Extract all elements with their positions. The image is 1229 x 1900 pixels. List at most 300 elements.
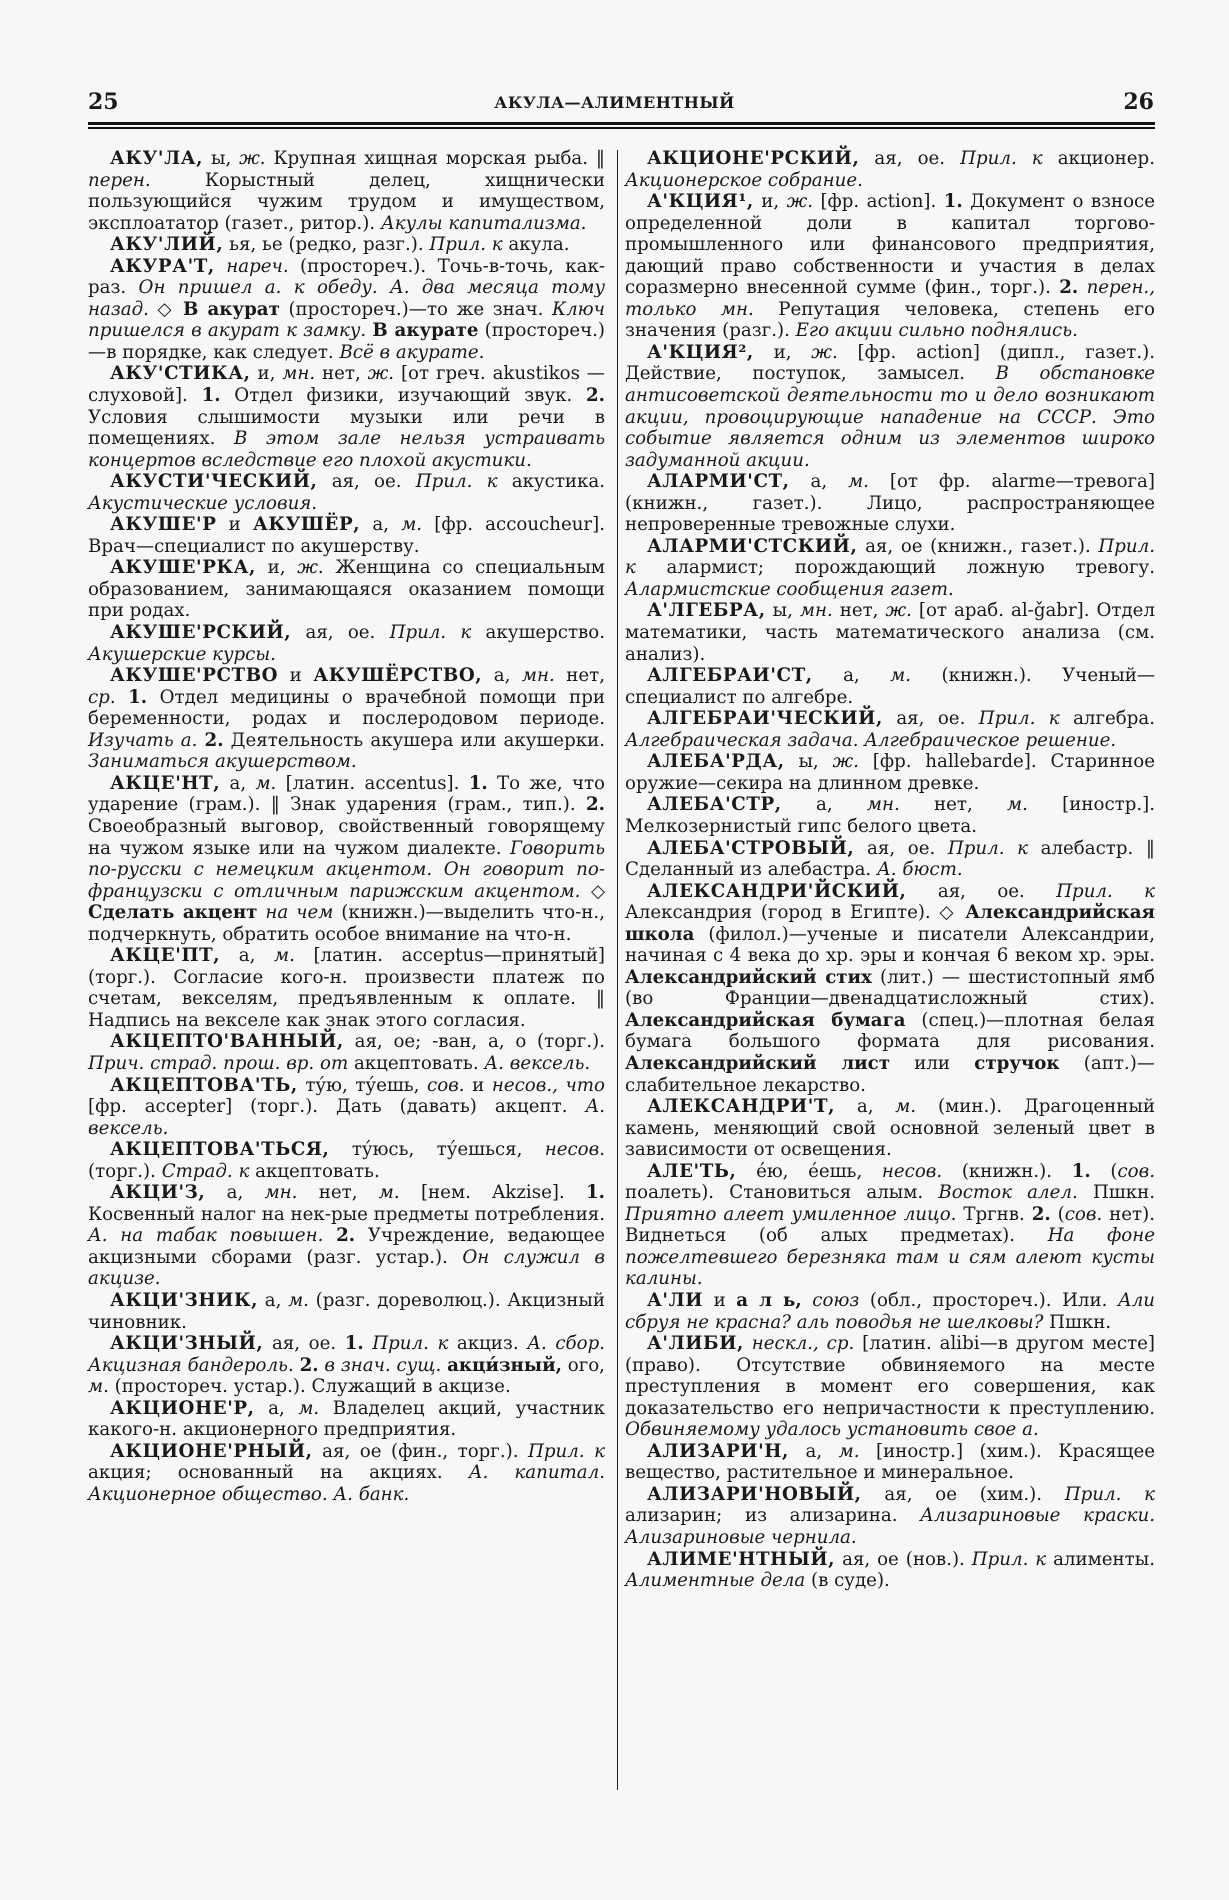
entry-text: ◇ xyxy=(580,880,605,902)
entry-bold-text: АКУШЁРСТВО, xyxy=(313,665,483,687)
entry-italic-text: Прил. к xyxy=(415,471,498,493)
entry-italic-text: м. xyxy=(1007,794,1028,816)
entry-text xyxy=(323,1225,336,1246)
entry-text: То же, что ударение (грам.). ‖ Знак ударения (грам., тип.). xyxy=(88,772,605,816)
entry-italic-text: Прил. к xyxy=(947,837,1028,859)
entry-text: ализарин; из ализарина. xyxy=(625,1505,921,1527)
dictionary-entry xyxy=(88,665,605,773)
entry-italic-text: нескл., ср. xyxy=(743,1333,855,1355)
entry-text: ( xyxy=(1050,1203,1065,1225)
entry-text: ая, ое. xyxy=(263,1333,345,1355)
entry-italic-text: мн. xyxy=(866,794,900,816)
dictionary-entry xyxy=(88,1182,605,1290)
entry-italic-text: ж. xyxy=(297,557,324,579)
entry-headword: А'ЛИБИ, xyxy=(647,1333,744,1355)
entry-italic-text: Он пришел а. к обеду. А. два месяца тому назад. xyxy=(88,277,605,320)
entry-text: и, xyxy=(255,557,298,579)
entry-text: ( xyxy=(1090,1160,1118,1182)
entry-headword: АКУШЕ'Р xyxy=(110,514,217,536)
entry-text: Документ о взносе определенной доли в капитал торгово-промышленного или финансового предприятия, дающий право собственности и участия в делах соразмерно внесенной сумме (фин., торг.). xyxy=(625,191,1156,299)
entry-text: акцептовать. xyxy=(249,1160,380,1182)
entry-bold-text: 1. xyxy=(586,1182,606,1204)
dictionary-entry xyxy=(88,1333,605,1398)
entry-text: акула. xyxy=(502,234,570,256)
entry-text: Косвенный налог на нек-рые предметы потребления. xyxy=(88,1203,605,1225)
entry-headword: АКЦИОНЕ'Р, xyxy=(110,1397,255,1419)
entry-text: (обл., простореч.). Или. xyxy=(859,1289,1118,1311)
entry-italic-text: м. xyxy=(401,514,423,536)
entry-italic-text: м. xyxy=(378,1182,400,1204)
entry-text: (книжн.). xyxy=(942,1160,1072,1182)
entry-bold-text: 1. xyxy=(943,191,963,213)
entry-headword: АКУ'СТИКА, xyxy=(110,363,251,385)
dictionary-entry xyxy=(625,536,1155,601)
entry-text: (филол.)—ученые и писатели Александрии, начиная с 4 века до хр. эры и кончая 6 веком хр. эры. xyxy=(625,923,1155,967)
entry-bold-text: Александрийская школа xyxy=(625,902,1155,945)
entry-headword: АЛЕ'ТЬ, xyxy=(647,1160,737,1182)
entry-text: (простореч. устар.). Служащий в акцизе. xyxy=(108,1376,511,1398)
entry-headword: АКУ'ЛА, xyxy=(110,148,204,169)
entry-italic-text: Восток алел. xyxy=(938,1182,1078,1204)
entry-text: (мин.). Драгоценный камень, меняющий свой основной зеленый цвет в зависимости от освещения. xyxy=(625,1096,1155,1161)
entry-bold-text: Александрийская бумага xyxy=(625,1009,906,1031)
entry-headword: АЛГЕБРАИ'ЧЕСКИЙ, xyxy=(647,708,883,730)
entry-italic-text: Прил. к xyxy=(978,708,1060,730)
entry-text: [латин. alibi—в другом месте] (право). Отсутствие обвиняемого на месте преступления в момент его совершения, как доказательство его непричастности к преступлению. xyxy=(625,1333,1155,1419)
entry-italic-text: Ключ пришелся в акурат к замку. xyxy=(88,298,605,342)
entry-italic-text: в знач. сущ. xyxy=(324,1354,442,1376)
entry-text: Отдел физики, изучающий звук. xyxy=(220,385,587,407)
entry-text: а, xyxy=(205,1182,265,1204)
entry-italic-text: А. на табак повышен. xyxy=(88,1225,324,1247)
entry-italic-text: Акционерское собрание. xyxy=(625,169,863,191)
entry-text: и, xyxy=(250,363,283,385)
entry-text: Репутация человека, степень его значения (разг.). xyxy=(625,298,1155,342)
entry-bold-text: 2. xyxy=(1031,1203,1051,1225)
entry-bold-text: а л ь, xyxy=(736,1289,802,1311)
entry-text: ая, ое. xyxy=(317,471,416,493)
entry-italic-text: ж. xyxy=(786,191,814,213)
entry-text: и xyxy=(216,514,253,536)
entry-text: е́ю, е́ешь, xyxy=(736,1160,882,1182)
dictionary-entry xyxy=(625,148,1155,191)
entry-italic-text: Говорить по-русски с немецким акцентом. Он говорит по-французски с отличным парижским акцентом. xyxy=(88,837,605,902)
entry-headword: АЛЕБА'СТРОВЫЙ, xyxy=(647,837,855,859)
entry-text: алебастр. ‖ Сделанный из алебастра. xyxy=(625,837,1155,881)
entry-headword: АКУШЕ'РСТВО xyxy=(110,665,279,687)
entry-text: а, xyxy=(781,794,867,816)
entry-headword: АКЦЕПТОВА'ТЬ, xyxy=(110,1074,298,1096)
entry-italic-text: перен., только мн. xyxy=(625,277,1155,320)
dictionary-entry xyxy=(625,751,1155,794)
dictionary-entry xyxy=(88,1441,605,1506)
entry-text: [иностр.]. Мелкозернистый гипс белого цвета. xyxy=(625,794,1156,837)
entry-italic-text: несов. xyxy=(544,1139,605,1161)
entry-italic-text: Прил. к xyxy=(389,622,472,644)
dictionary-entry xyxy=(88,1075,605,1140)
entry-text: алармист; порождающий ложную тревогу. xyxy=(635,557,1155,579)
entry-italic-text: м. xyxy=(848,471,869,493)
entry-italic-text: Алармистские сообщения газет. xyxy=(625,578,954,600)
dictionary-entry xyxy=(625,665,1155,708)
entry-text: Александрия (город в Египте). ◇ xyxy=(625,902,966,924)
entry-italic-text: В обстановке антисоветской деятельности то и дело возникают акции, провоцирующие нападение на СССР. Это событие является одним из элементов широко задуманной акции. xyxy=(625,363,1155,471)
entry-text: ы, xyxy=(203,148,240,169)
entry-italic-text: ж. xyxy=(885,600,912,622)
entry-text: а, xyxy=(812,665,891,687)
entry-italic-text: Прил. к xyxy=(625,535,1155,579)
entry-italic-text: Прич. страд. прош. вр. от xyxy=(88,1052,349,1074)
entry-bold-text: акци́зный, xyxy=(447,1354,562,1376)
dictionary-entry xyxy=(88,363,605,471)
entry-text: Отдел медицины о врачебной помощи при беременности, родах и послеродовом периоде. xyxy=(88,686,605,730)
entry-text: [от фр. alarme—тревога] (книжн., газет.). Лицо, распространяющее непроверенные тревожные слухи. xyxy=(625,471,1156,536)
entry-text: [фр. hallebarde]. Старинное оружие—секира на длинном древке. xyxy=(625,751,1155,794)
entry-italic-text: м. xyxy=(895,1096,917,1118)
entry-text: ы, xyxy=(765,600,800,622)
entry-headword: АКУШЕ'РСКИЙ, xyxy=(110,622,292,644)
entry-italic-text: несов., что xyxy=(491,1074,606,1096)
entry-text: (книжн.). Ученый—специалист по алгебре. xyxy=(625,665,1156,708)
right-column xyxy=(625,148,1155,1592)
entry-italic-text: м. xyxy=(288,1289,309,1311)
entry-italic-text: сов. xyxy=(1117,1160,1155,1182)
entry-text: Учреждение, ведающее акцизными сборами (разг. устар.). xyxy=(88,1225,605,1268)
entry-italic-text: несов. xyxy=(881,1160,943,1182)
entry-text: ая, ое. xyxy=(882,708,979,730)
entry-text: акустика. xyxy=(497,471,605,493)
entry-bold-text: 2. xyxy=(299,1354,319,1376)
entry-headword: АЛЕБА'РДА, xyxy=(647,751,785,773)
dictionary-entry xyxy=(625,342,1155,471)
entry-bold-text: 2. xyxy=(1059,277,1079,299)
entry-text: или xyxy=(889,1052,975,1074)
entry-text: (спец.)—плотная белая бумага большого формата для рисования. xyxy=(625,1009,1155,1053)
entry-bold-text: 1. xyxy=(344,1333,364,1355)
entry-text: акцептовать. xyxy=(348,1052,485,1074)
entry-headword: АЛЕКСАНДРИ'Т, xyxy=(647,1096,836,1118)
entry-italic-text: А. вексель. xyxy=(484,1052,591,1074)
entry-italic-text: Он служил в акцизе. xyxy=(88,1246,605,1290)
entry-text xyxy=(116,687,129,708)
entry-text: и, xyxy=(753,341,812,363)
dictionary-entry xyxy=(88,1139,605,1182)
entry-text: [от араб. al-ǧabr]. Отдел математики, часть математического анализа (см. анализ). xyxy=(625,600,1155,665)
entry-italic-text: сов. xyxy=(427,1074,465,1096)
dictionary-entry xyxy=(88,945,605,1031)
entry-bold-text: Александрийский лист xyxy=(625,1052,890,1074)
entry-text: Корыстный делец, хищнически пользующийся чужим трудом и имуществом, эксплоататор (газет., ритор.). xyxy=(88,169,605,234)
entry-italic-text: Всё в акурате. xyxy=(339,341,485,363)
entry-italic-text: Приятно алеет умиленное лицо. xyxy=(625,1203,957,1225)
entry-text: ая, ое (книжн., газет.). xyxy=(857,535,1099,557)
entry-italic-text: Акушерские курсы. xyxy=(88,643,276,665)
entry-text: (простореч.)—в порядке, как следует. xyxy=(88,320,605,363)
entry-text: (книжн.)—выделить что-н., подчеркнуть, обратить особое внимание на что-н. xyxy=(88,902,605,945)
entry-italic-text: Прил. к xyxy=(528,1440,605,1462)
entry-text: а, xyxy=(788,1440,839,1462)
entry-text: Тргнв. xyxy=(956,1203,1032,1225)
entry-text: [фр. action] (дипл., газет.). Действие, поступок, замысел. xyxy=(625,341,1155,385)
entry-italic-text: сов. xyxy=(1064,1203,1103,1225)
entry-text: нет, xyxy=(832,600,886,622)
entry-text: ая, ое (нов.). xyxy=(835,1548,972,1570)
entry-text: (простореч.)—то же знач. xyxy=(279,298,553,320)
entry-text: [фр. accepter] (торг.). Дать (давать) акцепт. xyxy=(88,1096,586,1118)
entry-headword: АКЦИОНЕ'РСКИЙ, xyxy=(647,148,860,169)
entry-bold-text: В акурате xyxy=(372,320,479,342)
entry-headword: АЛИЗАРИ'НОВЫЙ, xyxy=(647,1483,862,1505)
entry-headword: АКЦИОНЕ'РНЫЙ, xyxy=(110,1440,313,1462)
entry-text: алгебра. xyxy=(1059,708,1155,730)
entry-bold-text: 1. xyxy=(201,385,221,407)
entry-text: и xyxy=(278,665,314,687)
dictionary-entry xyxy=(88,557,605,622)
entry-italic-text: А. вексель. xyxy=(88,1096,605,1139)
entry-italic-text: ср. xyxy=(88,686,116,708)
entry-italic-text: Алиментные дела xyxy=(625,1570,806,1592)
entry-headword: АКЦИ'ЗНИК, xyxy=(110,1289,259,1311)
entry-text: Пшкн. xyxy=(1043,1311,1112,1333)
entry-italic-text: Акулы капитализма. xyxy=(380,212,587,234)
entry-text: ая, ое. xyxy=(291,622,390,644)
entry-italic-text: мн. xyxy=(264,1182,298,1204)
left-column xyxy=(88,148,605,1505)
header-rule-thin xyxy=(88,127,1155,129)
dictionary-entry xyxy=(88,1290,605,1333)
entry-italic-text: Прил. к xyxy=(971,1548,1047,1570)
entry-headword: АКУСТИ'ЧЕСКИЙ, xyxy=(110,471,318,493)
entry-text: а, xyxy=(789,471,849,493)
entry-headword: А'КЦИЯ², xyxy=(647,341,754,363)
entry-italic-text: Обвиняемому удалось установить свое а. xyxy=(625,1419,1039,1441)
dictionary-entry xyxy=(88,773,605,945)
entry-headword: А'КЦИЯ¹, xyxy=(647,191,754,213)
entry-text: а, xyxy=(220,945,274,967)
dictionary-entry xyxy=(625,1333,1155,1441)
dictionary-entry xyxy=(625,1549,1155,1592)
entry-italic-text: Заниматься акушерством. xyxy=(88,751,357,773)
entry-text: а, xyxy=(258,1289,289,1311)
entry-text: [нем. Akzise]. xyxy=(399,1182,587,1204)
dictionary-entry xyxy=(625,1161,1155,1290)
entry-text: Пшкн. xyxy=(1077,1182,1155,1204)
entry-text: ая, ое. xyxy=(906,880,1057,902)
entry-headword: АКУШЕ'РКА, xyxy=(110,557,256,579)
entry-text: (лит.) — шестистопный ямб (во Франции—двенадцатисложный стих). xyxy=(625,966,1155,1010)
dictionary-entry xyxy=(88,1031,605,1074)
entry-text: ы, xyxy=(784,751,833,773)
entry-text: ая, ое. xyxy=(859,148,961,169)
entry-text: (в суде). xyxy=(805,1570,890,1592)
entry-headword: АКЦЕПТО'ВАННЫЙ, xyxy=(110,1031,344,1053)
dictionary-entry xyxy=(625,1096,1155,1161)
entry-text: акушерство. xyxy=(471,622,605,644)
entry-text: акционер. xyxy=(1042,148,1155,169)
entry-headword: АЛИМЕ'НТНЫЙ, xyxy=(647,1548,836,1570)
entry-headword: АЛЕКСАНДРИ'ЙСКИЙ, xyxy=(647,880,907,902)
entry-text: а, xyxy=(482,665,522,687)
dictionary-entry xyxy=(625,1441,1155,1484)
dictionary-entry xyxy=(625,881,1155,1096)
entry-italic-text: Акустические условия. xyxy=(88,492,318,514)
entry-text: нет, xyxy=(315,363,368,385)
entry-text: Своеобразный выговор, свойственный говорящему на чужом языке или на чужом диалекте. xyxy=(88,815,605,859)
entry-italic-text: мн. xyxy=(521,665,555,687)
entry-text: (апт.)—слабительное лекарство. xyxy=(625,1052,1155,1096)
entry-headword: АКЦЕ'НТ, xyxy=(110,772,221,794)
entry-italic-text: Изучать а. xyxy=(88,729,198,751)
entry-italic-text: Прил. к xyxy=(372,1333,449,1355)
entry-text: [иностр.] (хим.). Красящее вещество, растительное и минеральное. xyxy=(625,1440,1155,1484)
entry-text: Крупная хищная морская рыба. ‖ xyxy=(265,148,605,169)
dictionary-entry xyxy=(88,622,605,665)
entry-text: [фр. action]. xyxy=(813,191,944,213)
column-divider xyxy=(617,150,618,1790)
entry-text xyxy=(364,1333,373,1354)
entry-italic-text: м. xyxy=(890,665,912,687)
entry-text: ая, ое; -ван, а, о (торг.). xyxy=(343,1031,605,1053)
entry-italic-text: ж. xyxy=(832,751,859,773)
entry-italic-text: м. xyxy=(88,1376,109,1398)
entry-headword: АЛГЕБРАИ'СТ, xyxy=(647,665,813,687)
page-number-right: 26 xyxy=(1123,89,1154,115)
entry-text: ого, xyxy=(561,1354,605,1376)
entry-italic-text: На фоне пожелтевшего березняка там и сям алеют кусты калины. xyxy=(625,1225,1155,1290)
entry-italic-text: Его акции сильно поднялись. xyxy=(795,320,1078,342)
entry-italic-text: нареч. xyxy=(214,255,289,277)
entry-headword: АКУ'ЛИЙ, xyxy=(110,234,224,256)
dictionary-entry xyxy=(88,471,605,514)
entry-text: а, xyxy=(835,1096,896,1118)
entry-text: (торг.). xyxy=(88,1160,162,1182)
dictionary-entry xyxy=(88,234,605,256)
dictionary-entry xyxy=(625,471,1155,536)
entry-text: ая, ое (хим.). xyxy=(861,1483,1065,1505)
entry-italic-text: В этом зале нельзя устраивать концертов вследствие его плохой акустики. xyxy=(88,428,605,471)
dictionary-entry xyxy=(625,1484,1155,1549)
entry-headword: АЛАРМИ'СТСКИЙ, xyxy=(647,535,858,557)
entry-text: а, xyxy=(220,772,256,794)
entry-italic-text: м. xyxy=(838,1440,860,1462)
entry-italic-text: Прил. к xyxy=(429,234,503,256)
entry-italic-text: мн. xyxy=(282,363,316,385)
dictionary-entry xyxy=(625,191,1155,342)
entry-text: а, xyxy=(254,1397,299,1419)
entry-text: [от греч. akustikos — слуховой]. xyxy=(88,363,605,407)
entry-bold-text: Сделать акцент xyxy=(88,902,258,924)
entry-italic-text: ж. xyxy=(239,148,266,169)
entry-headword: АЛАРМИ'СТ, xyxy=(647,471,790,493)
entry-text: [фр. accoucheur]. Врач—специалист по акушерству. xyxy=(88,514,605,557)
dictionary-entry xyxy=(88,514,605,557)
entry-italic-text: А. сбор. Акцизная бандероль. xyxy=(88,1333,605,1376)
entry-italic-text: ж. xyxy=(367,363,395,385)
entry-bold-text: 2. xyxy=(204,729,224,751)
entry-italic-text: м. xyxy=(255,772,277,794)
entry-italic-text: Прил. к xyxy=(1064,1483,1155,1505)
entry-bold-text: 1. xyxy=(1071,1160,1091,1182)
entry-text: (разг. дореволюц.). Акцизный чиновник. xyxy=(88,1289,605,1333)
entry-italic-text: м. xyxy=(298,1397,320,1419)
entry-bold-text: 2. xyxy=(586,794,605,816)
entry-text: ту́юсь, ту́ешься, xyxy=(329,1139,545,1161)
entry-text xyxy=(197,730,204,751)
header-rule-thick xyxy=(88,122,1155,125)
entry-headword: А'ЛГЕБРА, xyxy=(647,600,766,622)
entry-text: Деятельность акушера или акушерки. xyxy=(223,729,605,751)
entry-italic-text: мн. xyxy=(799,600,833,622)
entry-italic-text: союз xyxy=(812,1289,860,1311)
entry-text: и xyxy=(703,1289,737,1311)
entry-italic-text: Прил. к xyxy=(1056,880,1155,902)
entry-italic-text: Ализариновые краски. Ализариновые чернила. xyxy=(625,1505,1155,1548)
entry-bold-text: стручок xyxy=(974,1052,1060,1074)
entry-text: нет, xyxy=(554,665,605,687)
entry-text: нет, xyxy=(899,794,1008,816)
entry-italic-text: А. бюст. xyxy=(876,859,963,881)
entry-text: Условия слышимости музыки или речи в помещениях. xyxy=(88,406,605,450)
entry-italic-text: Страд. к xyxy=(161,1160,250,1182)
entry-text: (простореч.). Точь-в-точь, как-раз. xyxy=(88,255,605,299)
entry-text: и xyxy=(464,1074,492,1096)
entry-text: [латин. accentus]. xyxy=(276,772,469,794)
entry-headword: АЛЕБА'СТР, xyxy=(647,794,782,816)
entry-bold-text: В акурат xyxy=(182,298,280,320)
entry-italic-text: ж. xyxy=(811,341,838,363)
entry-text: ья, ье (редко, разг.). xyxy=(223,234,430,256)
entry-headword: АКЦЕ'ПТ, xyxy=(110,945,221,967)
dictionary-entry xyxy=(88,256,605,364)
entry-text: Владелец акций, участник какого-н. акционерного предприятия. xyxy=(88,1397,605,1441)
entry-text: Женщина со специальным образованием, занимающаяся оказанием помощи при родах. xyxy=(88,557,606,622)
entry-text: [латин. acceptus—принятый] (торг.). Согласие кого-н. произвести платеж по счетам, векселям, предъявленным к оплате. ‖ Надпись на векселе как знак этого согласия. xyxy=(88,945,606,1031)
dictionary-entry xyxy=(88,148,605,234)
entry-italic-text: Прил. к xyxy=(960,148,1043,169)
entry-text: акция; основанный на акциях. xyxy=(88,1462,469,1484)
dictionary-entry xyxy=(625,794,1155,837)
entry-bold-text: 2. xyxy=(336,1225,356,1247)
entry-text: поалеть). Становиться алым. xyxy=(625,1182,939,1204)
entry-text xyxy=(802,1290,813,1311)
entry-headword: АКЦЕПТОВА'ТЬСЯ, xyxy=(110,1139,330,1161)
dictionary-entry xyxy=(625,708,1155,751)
entry-headword: АЛИЗАРИ'Н, xyxy=(647,1440,789,1462)
entry-italic-text: м. xyxy=(274,945,295,967)
entry-italic-text: Али сбруя не красна? аль поводья не шелковы? xyxy=(625,1289,1156,1333)
entry-text: нет). Виднеться (об алых предметах). xyxy=(625,1203,1156,1247)
dictionary-entry xyxy=(625,838,1155,881)
entry-text: а, xyxy=(360,514,402,536)
entry-bold-text: Александрийский стих xyxy=(625,966,872,988)
entry-bold-text: АКУШЁР, xyxy=(252,514,361,536)
entry-text: ая, ое (фин., торг.). xyxy=(312,1440,529,1462)
entry-bold-text: 2. xyxy=(586,385,606,407)
entry-italic-text: на чем xyxy=(265,902,334,924)
entry-bold-text: 1. xyxy=(468,772,488,794)
entry-text: ◇ xyxy=(148,298,183,320)
entry-italic-text: Алгебраическая задача. Алгебраическое решение. xyxy=(625,729,1117,751)
dictionary-entry xyxy=(88,1398,605,1441)
entry-text: нет, xyxy=(297,1182,379,1204)
entry-italic-text: перен. xyxy=(88,169,151,191)
entry-text: ту́ю, ту́ешь, xyxy=(297,1074,428,1096)
entry-bold-text: 1. xyxy=(128,686,148,708)
dictionary-entry xyxy=(625,600,1155,665)
entry-text: и, xyxy=(753,191,787,213)
entry-text xyxy=(1078,277,1086,298)
entry-headword: АКЦИ'ЗНЫЙ, xyxy=(110,1333,264,1355)
